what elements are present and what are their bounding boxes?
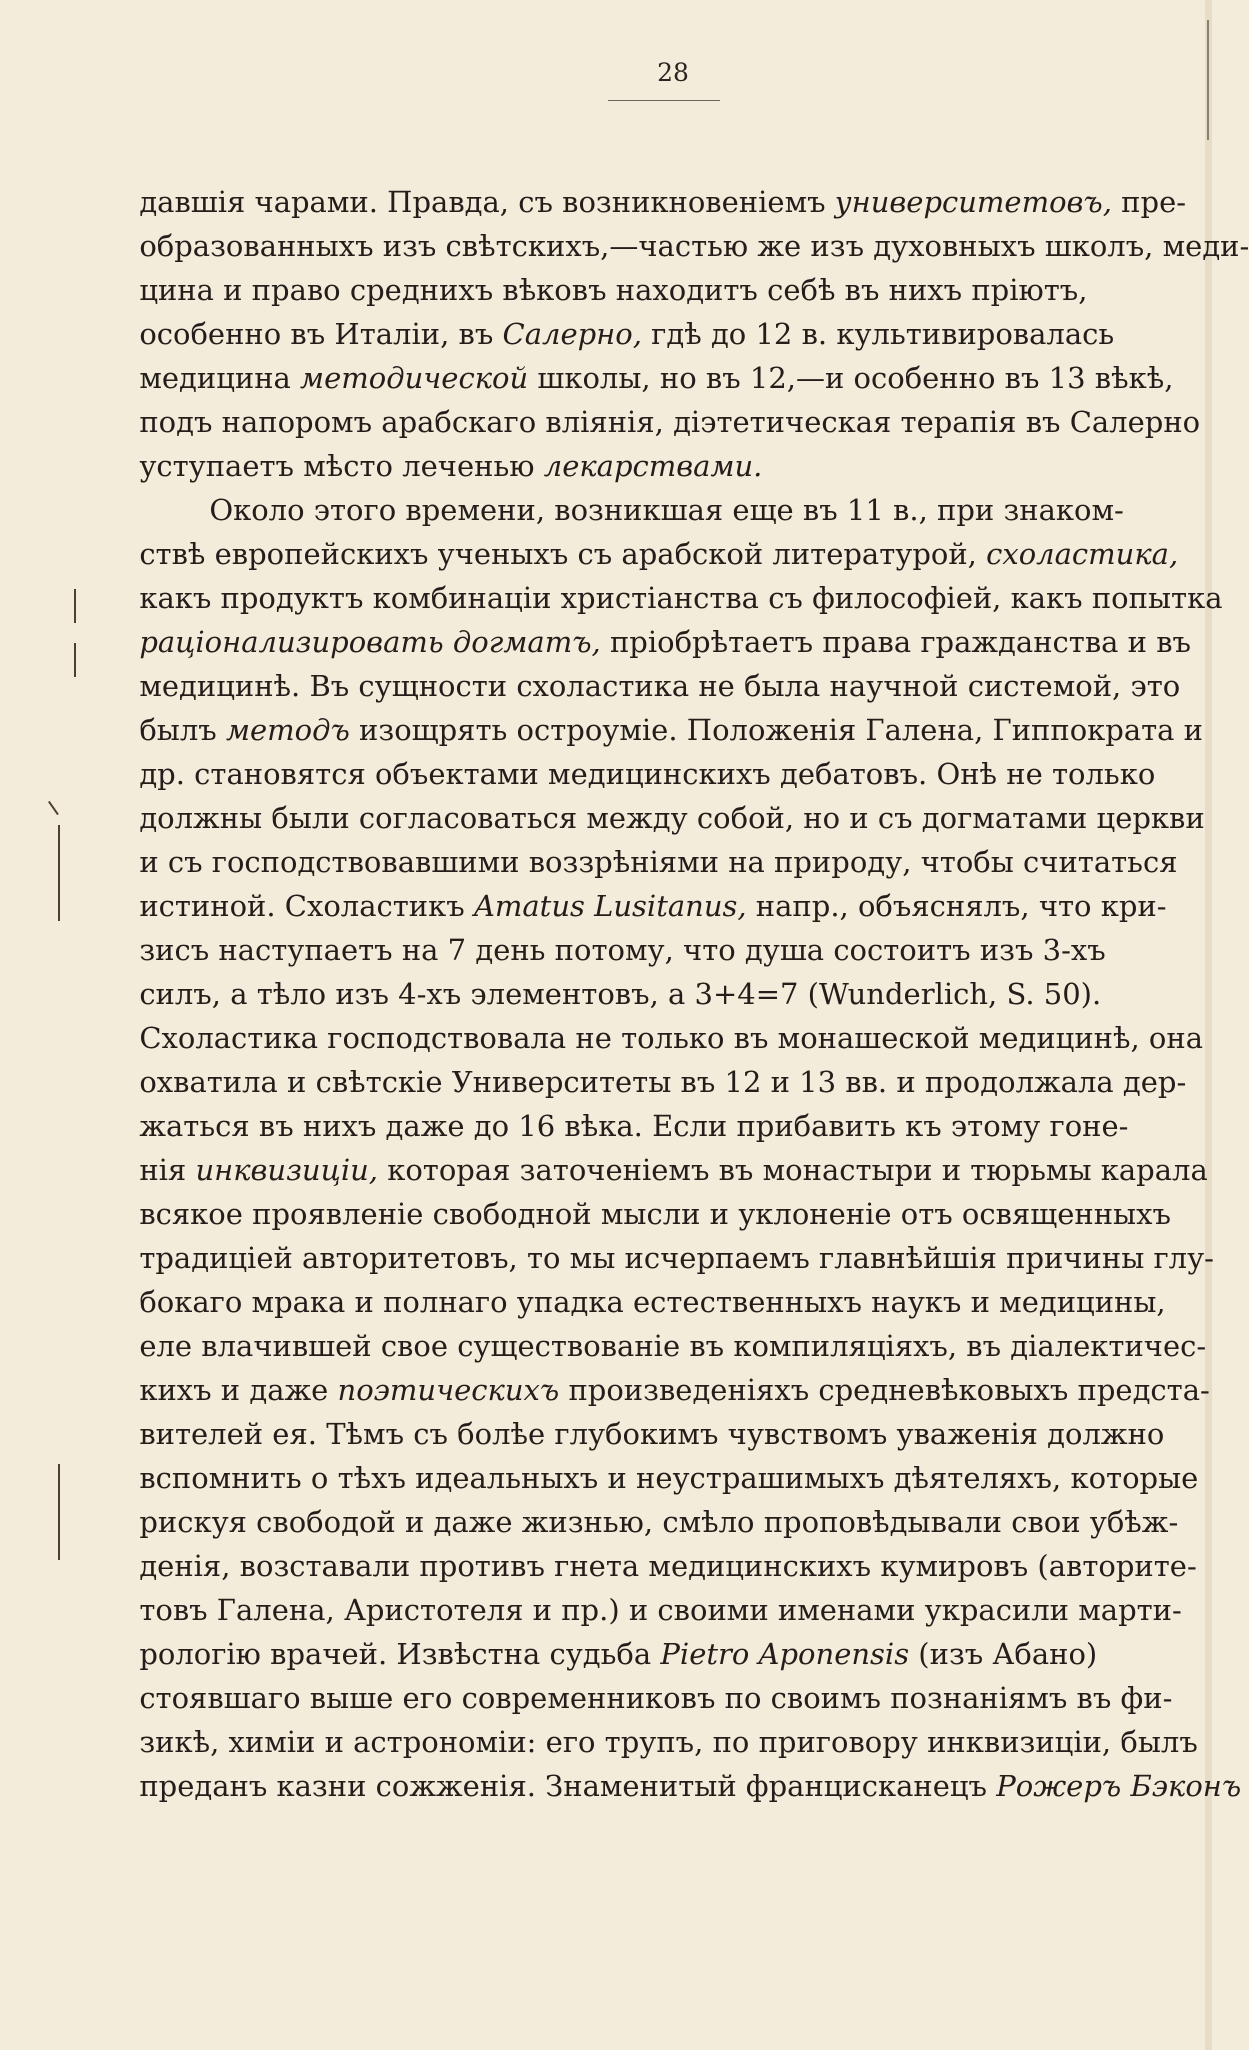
text-line-12: медицинѣ. Въ сущности схоластика не была научной системой, это (139, 669, 1181, 703)
margin-mark-bracket-2 (74, 643, 76, 677)
text-line-10: какъ продуктъ комбинаціи христіанства съ философіей, какъ попытка (139, 581, 1223, 615)
emphasis-medicines: лекарствами. (543, 449, 763, 483)
text-line-11: раціонализировать догматъ, пріобрѣтаетъ права гражданства и въ (139, 625, 1191, 659)
margin-mark-slash (48, 801, 59, 815)
emphasis-amatus-lusitanus: Amatus Lusitanus, (473, 889, 747, 923)
text-line-8: Около этого времени, возникшая еще въ 11 в., при знаком- (209, 493, 1124, 527)
text-line-5: медицина методической школы, но въ 12,—и особенно въ 13 вѣкѣ, (139, 361, 1174, 395)
page-number-rule (608, 100, 720, 101)
text-line-22: жаться въ нихъ даже до 16 вѣка. Если прибавить къ этому гоне- (139, 1109, 1129, 1143)
text-line-24: всякое проявленіе свободной мысли и уклоненіе отъ освященныхъ (139, 1197, 1171, 1231)
text-line-23: нія инквизиціи, которая заточеніемъ въ монастыри и тюрьмы карала (139, 1153, 1208, 1187)
page-edge-shadow (1207, 20, 1209, 140)
text-line-28: кихъ и даже поэтическихъ произведеніяхъ средневѣковыхъ предста- (139, 1373, 1210, 1407)
text-line-34: рологію врачей. Извѣстна судьба Pietro Aponensis (изъ Абано) (139, 1637, 1098, 1671)
emphasis-poetic: поэтическихъ (337, 1373, 560, 1407)
text-line-14: др. становятся объектами медицинскихъ дебатовъ. Онѣ не только (139, 757, 1156, 791)
emphasis-rationalize-dogma: раціонализировать догматъ, (139, 625, 601, 659)
text-line-4: особенно въ Италіи, въ Салерно, гдѣ до 12 в. культивировалась (139, 317, 1115, 351)
text-line-13: былъ методъ изощрять остроуміе. Положенія Галена, Гиппократа и (139, 713, 1204, 747)
emphasis-scholasticism: схоластика, (986, 537, 1179, 571)
emphasis-inquisition: инквизиціи, (195, 1153, 378, 1187)
text-line-37: преданъ казни сожженія. Знаменитый францисканецъ Рожеръ Бэконъ (139, 1769, 1242, 1803)
text-line-20: Схоластика господствовала не только въ монашеской медицинѣ, она (139, 1021, 1203, 1055)
text-line-33: товъ Галена, Аристотеля и пр.) и своими именами украсили марти- (139, 1593, 1182, 1627)
text-line-9: ствѣ европейскихъ ученыхъ съ арабской литературой, схоластика, (139, 537, 1179, 571)
text-line-1: давшія чарами. Правда, съ возникновеніемъ университетовъ, пре- (139, 185, 1187, 219)
text-line-27: еле влачившей свое существованіе въ компиляціяхъ, въ діалектичес- (139, 1329, 1207, 1363)
text-line-2: образованныхъ изъ свѣтскихъ,—частью же изъ духовныхъ школъ, меди- (139, 229, 1249, 263)
text-line-25: традиціей авторитетовъ, то мы исчерпаемъ главнѣйшія причины глу- (139, 1241, 1214, 1275)
text-line-35: стоявшаго выше его современниковъ по своимъ познаніямъ въ фи- (139, 1681, 1173, 1715)
text-line-36: зикѣ, химіи и астрономіи: его трупъ, по приговору инквизиціи, былъ (139, 1725, 1198, 1759)
text-line-18: зисъ наступаетъ на 7 день потому, что душа состоитъ изъ 3-хъ (139, 933, 1106, 967)
text-line-17: истиной. Схоластикъ Amatus Lusitanus, напр., объяснялъ, что кри- (139, 889, 1167, 923)
text-line-30: вспомнить о тѣхъ идеальныхъ и неустрашимыхъ дѣятеляхъ, которые (139, 1461, 1199, 1495)
text-line-3: цина и право среднихъ вѣковъ находитъ себѣ въ нихъ пріютъ, (139, 273, 1088, 307)
text-line-6: подъ напоромъ арабскаго вліянія, діэтетическая терапія въ Салерно (139, 405, 1201, 439)
text-line-21: охватила и свѣтскіе Университеты въ 12 и 13 вв. и продолжала дер- (139, 1065, 1187, 1099)
emphasis-pietro-aponensis: Pietro Aponensis (660, 1637, 910, 1671)
emphasis-methodical: методической (300, 361, 529, 395)
emphasis-roger-bacon: Рожеръ Бэконъ (996, 1769, 1242, 1803)
margin-mark-line-2 (58, 1464, 60, 1560)
text-line-31: рискуя свободой и даже жизнью, смѣло проповѣдывали свои убѣж- (139, 1505, 1179, 1539)
text-line-32: денія, возставали противъ гнета медицинскихъ кумировъ (авторите- (139, 1549, 1197, 1583)
text-line-16: и съ господствовавшими воззрѣніями на природу, чтобы считаться (139, 845, 1178, 879)
emphasis-method: методъ (225, 713, 350, 747)
text-line-7: уступаетъ мѣсто леченью лекарствами. (139, 449, 763, 483)
page-number: 28 (657, 58, 689, 87)
emphasis-universities: университетовъ, (834, 185, 1112, 219)
text-line-15: должны были согласоваться между собой, но и съ догматами церкви (139, 801, 1205, 835)
text-line-26: бокаго мрака и полнаго упадка естественныхъ наукъ и медицины, (139, 1285, 1166, 1319)
text-line-19: силъ, а тѣло изъ 4-хъ элементовъ, а 3+4=7 (Wunderlich, S. 50). (139, 977, 1102, 1011)
emphasis-salerno: Салерно, (502, 317, 642, 351)
margin-mark-line-1 (58, 825, 60, 921)
margin-mark-bracket-1 (74, 589, 76, 623)
text-line-29: вителей ея. Тѣмъ съ болѣе глубокимъ чувствомъ уваженія должно (139, 1417, 1165, 1451)
